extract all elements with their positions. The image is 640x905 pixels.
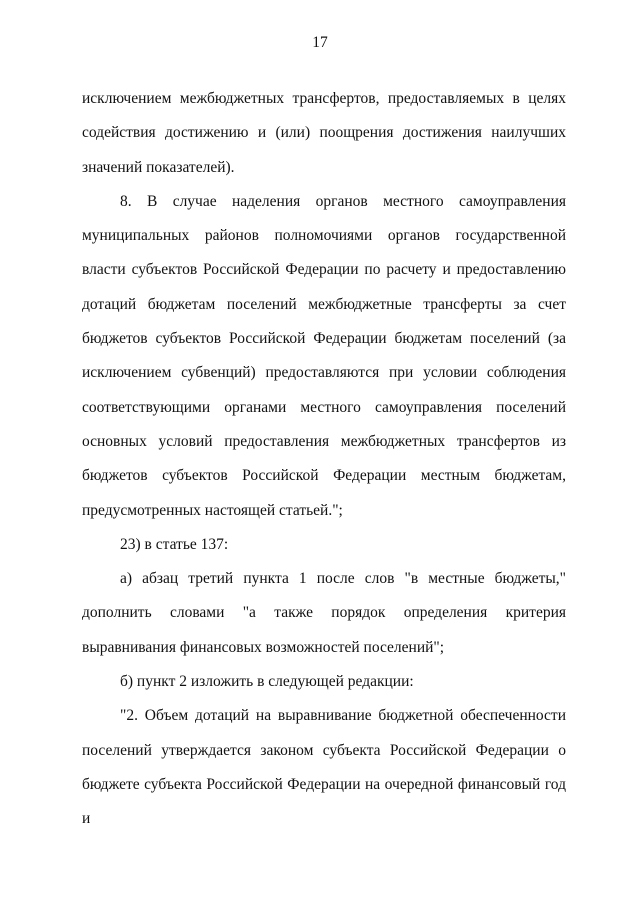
paragraph-item-23: 23) в статье 137:	[120, 535, 229, 553]
paragraph-subitem-b: б) пункт 2 изложить в следующей редакции:	[120, 673, 414, 691]
page-number: 17	[312, 34, 328, 51]
paragraph-subitem-a: а) абзац третий пункта 1 после слов "в местные бюджеты," дополнить словами "а также порядок определения критерия выравнивания финансовых возможностей поселений";	[82, 570, 566, 656]
paragraph-continuation: исключением межбюджетных трансфертов, предоставляемых в целях содействия достижению и (или) поощрения достижения наилучших значений показателей).	[82, 90, 566, 176]
document-body	[82, 82, 566, 837]
paragraph-quoted-item-2: "2. Объем дотаций на выравнивание бюджетной обеспеченности поселений утверждается законом субъекта Российской Федерации о бюджете субъекта Российской Федерации на очередной финансовый год и	[82, 707, 566, 828]
paragraph-item-8: 8. В случае наделения органов местного самоуправления муниципальных районов полномочиями органов государственной власти субъектов Российской Федерации по расчету и предоставлению дотаций бюджетам поселений межбюджетные трансферты за счет бюджетов субъектов Российской Федерации бюджетам поселений (за исключением субвенций) предоставляются при условии соблюдения соответствующими органами местного самоуправления поселений основных условий предоставления межбюджетных трансфертов из бюджетов субъектов Российской Федерации местным бюджетам, предусмотренных настоящей статьей.";	[82, 192, 566, 519]
